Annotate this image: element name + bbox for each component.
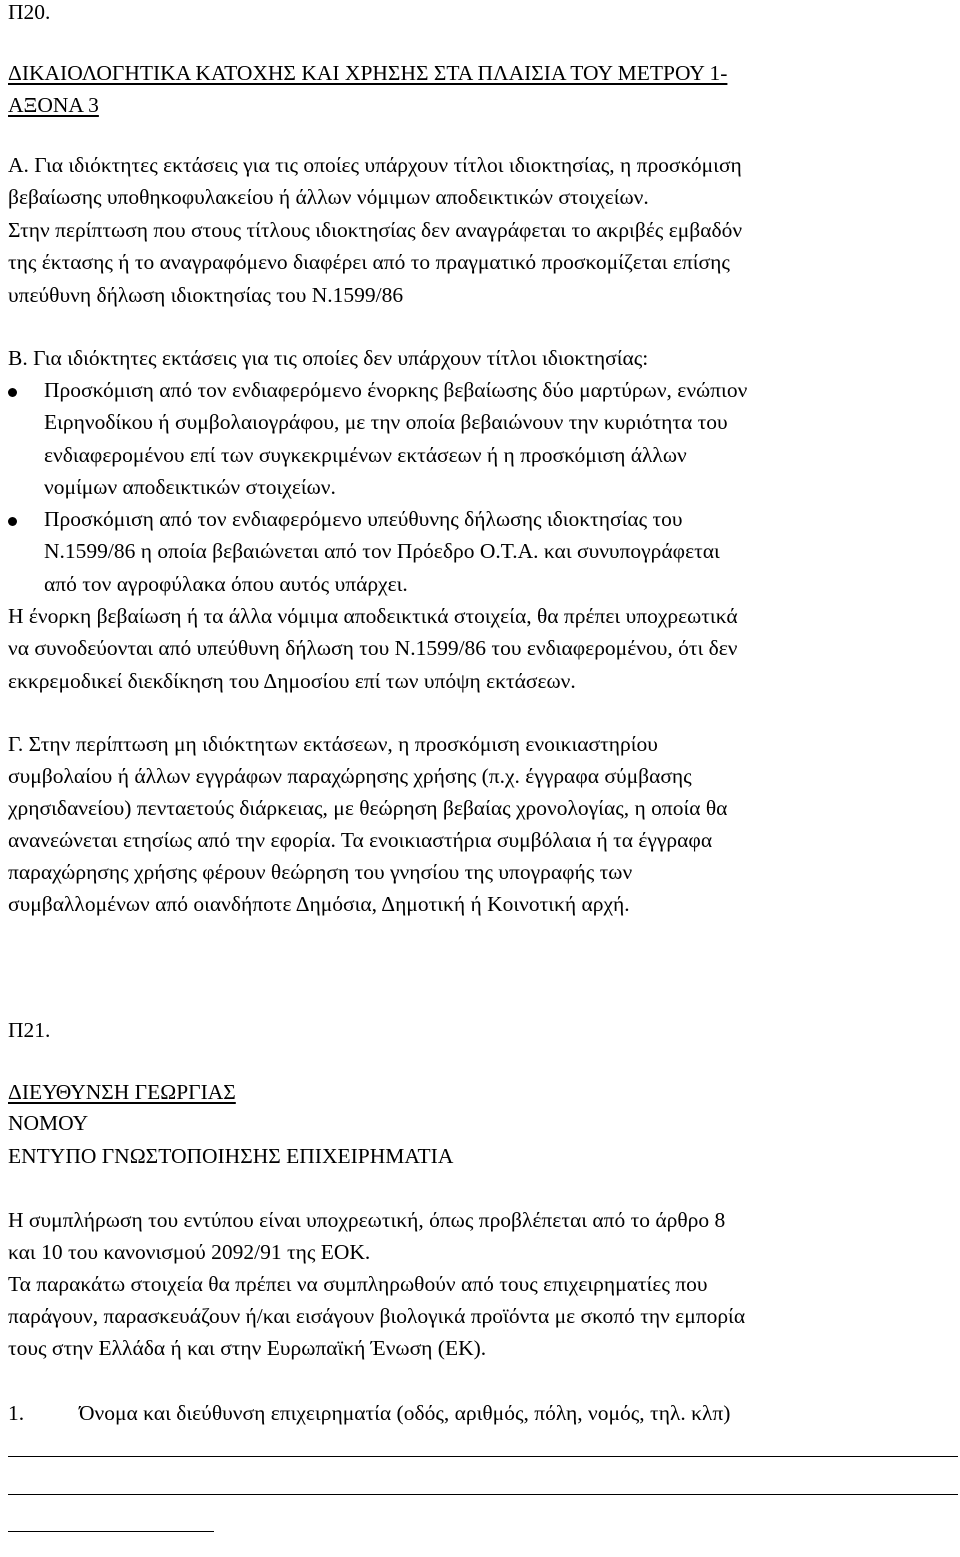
fill-in-line[interactable] bbox=[8, 1531, 214, 1532]
section-title-line-1: ΔΙΚΑΙΟΛΟΓΗΤΙΚΑ ΚΑΤΟΧΗΣ ΚΑΙ ΧΡΗΣΗΣ ΣΤΑ ΠΛΑΙΣΙΑ ΤΟΥ ΜΕΤΡΟΥ 1- bbox=[8, 61, 728, 85]
paragraph-c-line: συμβολαίου ή άλλων εγγράφων παραχώρησης χρήσης (π.χ. έγγραφα σύμβασης bbox=[8, 764, 692, 788]
form-title-line: ΝΟΜΟΥ bbox=[8, 1111, 89, 1135]
paragraph-c-line: παραχώρησης χρήσης φέρουν θεώρηση του γνησίου της υπογραφής των bbox=[8, 860, 633, 884]
paragraph-c-line: χρησιδανείου) πενταετούς διάρκειας, με θεώρηση βεβαίας χρονολογίας, η οποία θα bbox=[8, 796, 728, 820]
section-title-line-2: ΑΞΟΝΑ 3 bbox=[8, 93, 99, 117]
paragraph-a-line: βεβαίωσης υποθηκοφυλακείου ή άλλων νόμιμων αποδεικτικών στοιχείων. bbox=[8, 185, 649, 209]
bullet-icon bbox=[8, 517, 17, 526]
bullet-1-line: νομίμων αποδεικτικών στοιχείων. bbox=[44, 475, 336, 499]
bullet-2-line: από τον αγροφύλακα όπου αυτός υπάρχει. bbox=[44, 572, 408, 596]
form-body-line: παράγουν, παρασκευάζουν ή/και εισάγουν βιολογικά προϊόντα με σκοπό την εμπορία bbox=[8, 1304, 746, 1328]
paragraph-b-intro: Β. Για ιδιόκτητες εκτάσεις για τις οποίες δεν υπάρχουν τίτλοι ιδιοκτησίας: bbox=[8, 346, 649, 370]
form-title-line: ΔΙΕΥΘΥΝΣΗ ΓΕΩΡΓΙΑΣ bbox=[8, 1080, 236, 1104]
form-body-line: Η συμπλήρωση του εντύπου είναι υποχρεωτική, όπως προβλέπεται από το άρθρο 8 bbox=[8, 1208, 726, 1232]
form-body-line: και 10 του κανονισμού 2092/91 της ΕΟΚ. bbox=[8, 1240, 371, 1264]
bullet-2-line: Προσκόμιση από τον ενδιαφερόμενο υπεύθυνης δήλωσης ιδιοκτησίας του bbox=[44, 507, 683, 531]
paragraph-a-line: Στην περίπτωση που στους τίτλους ιδιοκτησίας δεν αναγράφεται το ακριβές εμβαδόν bbox=[8, 218, 743, 242]
paragraph-b-note-line: εκκρεμοδικεί διεκδίκηση του Δημοσίου επί των υπόψη εκτάσεων. bbox=[8, 669, 576, 693]
paragraph-a-line: υπεύθυνη δήλωση ιδιοκτησίας του Ν.1599/86 bbox=[8, 283, 404, 307]
form-body-line: Τα παρακάτω στοιχεία θα πρέπει να συμπληρωθούν από τους επιχειρηματίες που bbox=[8, 1272, 708, 1296]
section-heading-p20: Π20. bbox=[8, 0, 51, 24]
paragraph-c-line: Γ. Στην περίπτωση μη ιδιόκτητων εκτάσεων, η προσκόμιση ενοικιαστηρίου bbox=[8, 732, 658, 756]
section-heading-p21: Π21. bbox=[8, 1018, 51, 1042]
item-number: 1. bbox=[8, 1401, 25, 1425]
item-label: Όνομα και διεύθυνση επιχειρηματία (οδός, αριθμός, πόλη, νομός, τηλ. κλπ) bbox=[79, 1401, 731, 1425]
bullet-1-line: Προσκόμιση από τον ενδιαφερόμενο ένορκης βεβαίωσης δύο μαρτύρων, ενώπιον bbox=[44, 378, 748, 402]
bullet-2-line: Ν.1599/86 η οποία βεβαιώνεται από τον Πρόεδρο Ο.Τ.Α. και συνυπογράφεται bbox=[44, 539, 720, 563]
form-title-line: ΕΝΤΥΠΟ ΓΝΩΣΤΟΠΟΙΗΣΗΣ ΕΠΙΧΕΙΡΗΜΑΤΙΑ bbox=[8, 1144, 454, 1168]
paragraph-c-line: ανανεώνεται ετησίως από την εφορία. Τα ενοικιαστήρια συμβόλαια ή τα έγγραφα bbox=[8, 828, 713, 852]
fill-in-line[interactable] bbox=[8, 1456, 958, 1457]
bullet-1-line: ενδιαφερομένου επί των συγκεκριμένων εκτάσεων ή η προσκόμιση άλλων bbox=[44, 443, 687, 467]
fill-in-line[interactable] bbox=[8, 1494, 958, 1495]
paragraph-a-line: της έκτασης ή το αναγραφόμενο διαφέρει από το πραγματικό προσκομίζεται επίσης bbox=[8, 250, 730, 274]
paragraph-b-note-line: να συνοδεύονται από υπεύθυνη δήλωση του Ν.1599/86 του ενδιαφερομένου, ότι δεν bbox=[8, 636, 738, 660]
paragraph-b-note-line: Η ένορκη βεβαίωση ή τα άλλα νόμιμα αποδεικτικά στοιχεία, θα πρέπει υποχρεωτικά bbox=[8, 604, 738, 628]
paragraph-c-line: συμβαλλομένων από οιανδήποτε Δημόσια, Δημοτική ή Κοινοτική αρχή. bbox=[8, 892, 630, 916]
bullet-icon bbox=[8, 388, 17, 397]
bullet-1-line: Ειρηνοδίκου ή συμβολαιογράφου, με την οποία βεβαιώνουν την κυριότητα του bbox=[44, 410, 728, 434]
form-body-line: τους στην Ελλάδα ή και στην Ευρωπαϊκή Ένωση (ΕΚ). bbox=[8, 1336, 487, 1360]
paragraph-a-line: Α. Για ιδιόκτητες εκτάσεις για τις οποίες υπάρχουν τίτλοι ιδιοκτησίας, η προσκόμιση bbox=[8, 153, 742, 177]
